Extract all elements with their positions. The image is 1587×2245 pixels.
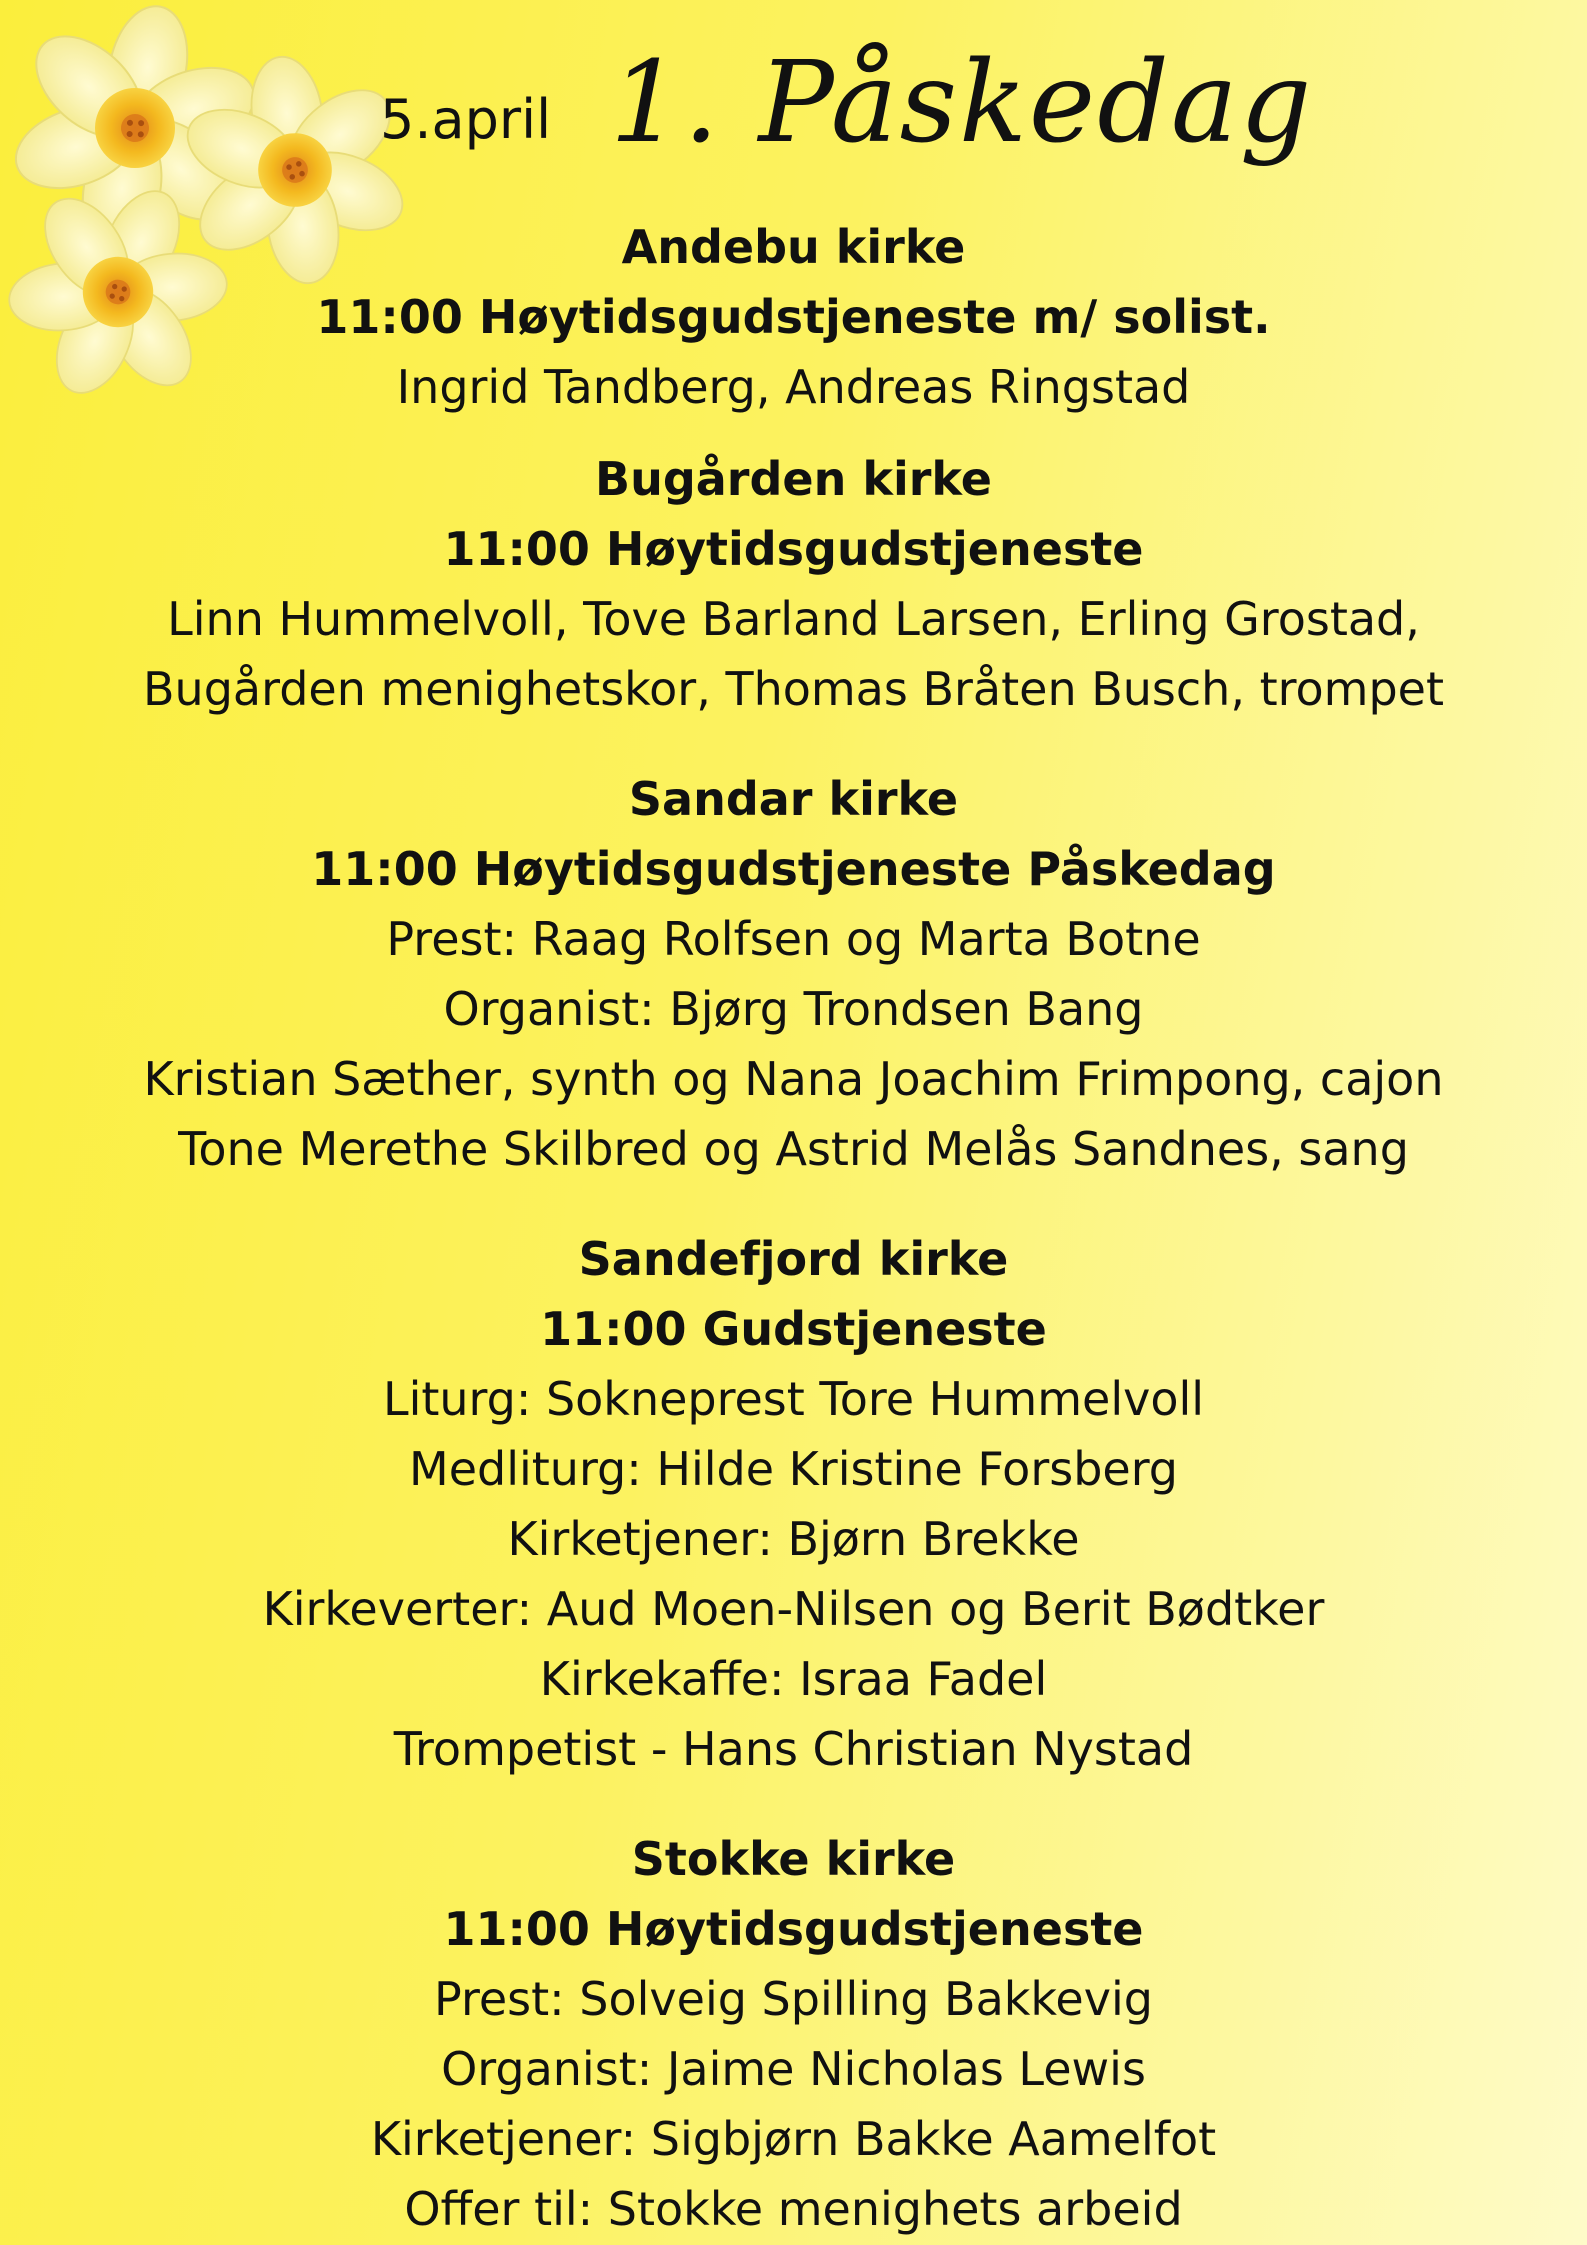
detail-line: Offer til: Stokke menighets arbeid [404,2182,1183,2236]
detail-line: Tone Merethe Skilbred og Astrid Melås Sandnes, sang [178,1122,1409,1176]
service-time: 11:00 Høytidsgudstjeneste [443,1902,1144,1956]
church-block-sandefjord [0,1224,1587,1784]
detail-line: Kirkekaffe: Israa Fadel [539,1652,1048,1706]
detail-line: Prest: Solveig Spilling Bakkevig [434,1972,1153,2026]
detail-line: Bugården menighetskor, Thomas Bråten Busch, trompet [142,662,1445,716]
detail-line: Kirkeverter: Aud Moen-Nilsen og Berit Bødtker [262,1582,1325,1636]
service-time: 11:00 Høytidsgudstjeneste Påskedag [311,842,1276,896]
church-block-bugarden [0,444,1587,724]
detail-line: Prest: Raag Rolfsen og Marta Botne [386,912,1201,966]
service-time: 11:00 Høytidsgudstjeneste m/ solist. [316,290,1271,344]
church-name: Sandefjord kirke [578,1232,1009,1286]
church-name: Stokke kirke [631,1832,956,1886]
church-name: Bugården kirke [595,452,992,506]
service-time: 11:00 Gudstjeneste [540,1302,1047,1356]
church-block-stokke [0,1824,1587,2244]
detail-line: Ingrid Tandberg, Andreas Ringstad [396,360,1191,414]
service-list [0,212,1587,2244]
church-name: Sandar kirke [628,772,959,826]
detail-line: Kirketjener: Bjørn Brekke [507,1512,1080,1566]
detail-line: Organist: Bjørg Trondsen Bang [443,982,1144,1036]
service-time: 11:00 Høytidsgudstjeneste [443,522,1144,576]
detail-line: Medliturg: Hilde Kristine Forsberg [409,1442,1178,1496]
detail-line: Organist: Jaime Nicholas Lewis [441,2042,1146,2096]
detail-line: Kirketjener: Sigbjørn Bakke Aamelfot [370,2112,1217,2166]
detail-line: Trompetist - Hans Christian Nystad [393,1722,1194,1776]
detail-line: Liturg: Sokneprest Tore Hummelvoll [382,1372,1205,1426]
page-title: 1. Påskedag [610,38,1314,168]
detail-line: Linn Hummelvoll, Tove Barland Larsen, Erling Grostad, [167,592,1420,646]
page-header [0,18,1587,228]
church-block-sandar [0,764,1587,1184]
detail-line: Kristian Sæther, synth og Nana Joachim Frimpong, cajon [143,1052,1444,1106]
church-block-andebu [0,212,1587,422]
event-date: 5.april [380,88,552,151]
church-name: Andebu kirke [621,220,966,274]
